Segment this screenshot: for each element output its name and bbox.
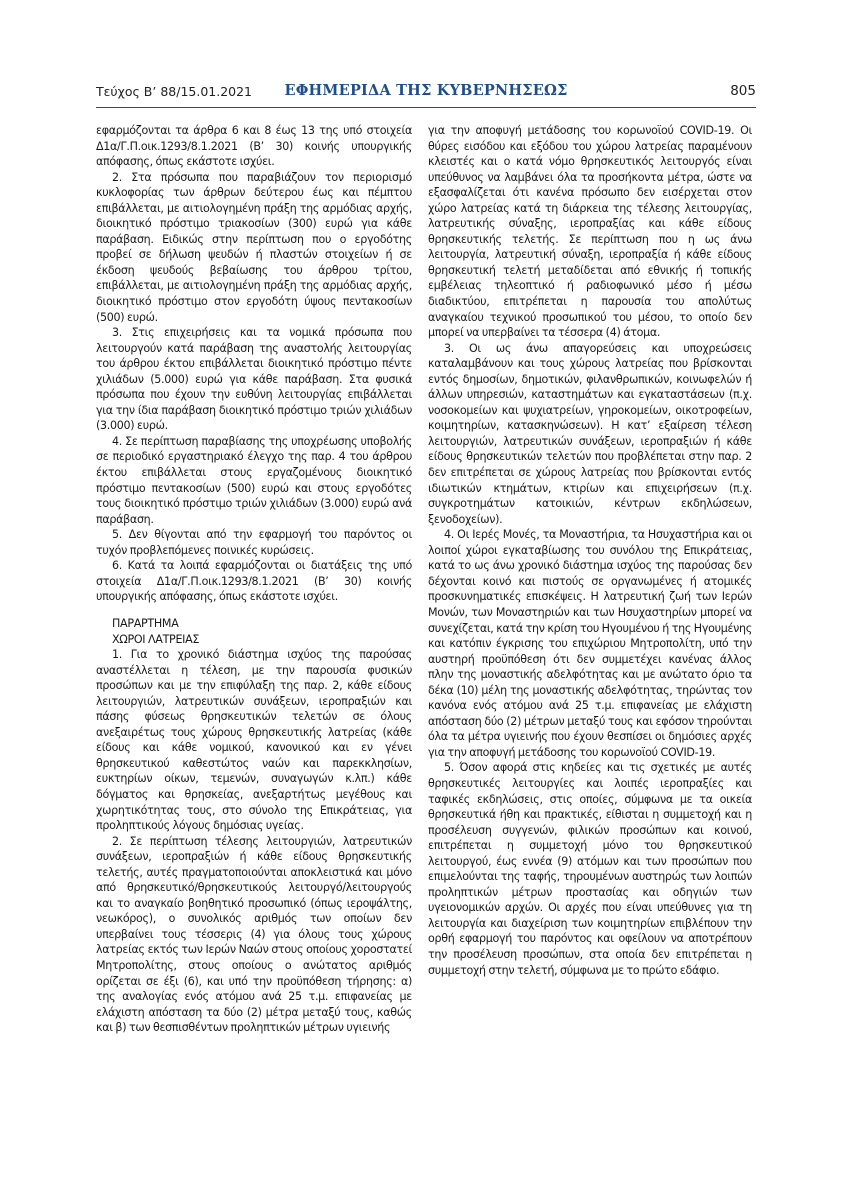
page-number: 805: [730, 83, 756, 99]
paragraph: 2. Σε περίπτωση τέλεσης λειτουργιών, λατρευτικών συνάξεων, ιεροπραξιών ή κάθε είδους θρησκευτικής τελετής, αυτές πραγματοποιούνται αποκλειστικά και μόνο από θρησκευτικό/θρησκευτικούς λειτουργό/λειτουργούς και το αναγκαίο βοηθητικό προσωπικό (όπως ιεροψάλτης, νεωκόρος), ο συνολικός αριθμός των οποίων δεν υπερβαίνει τους τέσσερις (4) για όλους τους χώρους λατρείας εκτός των Ιερών Ναών στους οποίους χοροστατεί Μητροπολίτης, στους οποίους ο ανώτατος αριθμός ορίζεται σε έξι (6), και υπό την προϋπόθεση τήρησης: α) της αναλογίας ενός ατόμου ανά 25 τ.μ. επιφανείας με ελάχιστη απόσταση τα δύο (2) μέτρα μεταξύ τους, καθώς και β) των θεσπισθέντων προληπτικών μέτρων υγιεινής: [96, 834, 412, 1035]
paragraph: 5. Όσον αφορά στις κηδείες και τις σχετικές με αυτές θρησκευτικές λειτουργίες και λοιπές ιεροπραξίες και ταφικές εκδηλώσεις, στις οποίες, σύμφωνα με τα οικεία θρησκευτικά ήθη και πρακτικές, είθισται η συμμετοχή και η προσέλευση συγγενών, φιλικών προσώπων και κοινού, επιτρέπεται η συμμετοχή μόνο του θρησκευτικού λειτουργού, έως εννέα (9) ατόμων και των προσώπων που επιμελούνται της ταφής, τηρουμένων αυστηρώς των λοιπών προληπτικών μέτρων προστασίας και οδηγιών των υγειονομικών αρχών. Οι αρχές που είναι υπεύθυνες για τη λειτουργία και διαχείριση των κοιμητηρίων επιβλέπουν την ορθή εφαρμογή του παρόντος και οφείλουν να αποτρέπουν την προσέλευση προσώπων, στα οποία δεν επιτρέπεται η συμμετοχή στην τελετή, σύμφωνα με το πρώτο εδάφιο.: [428, 761, 752, 977]
paragraph: 3. Στις επιχειρήσεις και τα νομικά πρόσωπα που λειτουργούν κατά παράβαση της αναστολής λειτουργίας του άρθρου έκτου επιβάλλεται διοικητικό πρόστιμο πέντε χιλιάδων (5.000) ευρώ για κάθε παράβαση. Στα φυσικά πρόσωπα που έχουν την ευθύνη λειτουργίας επιβάλλεται για την ίδια παράβαση διοικητικό πρόστιμο τριών χιλιάδων (3.000) ευρώ.: [96, 326, 412, 433]
header-rule: [96, 107, 756, 108]
issue-number: Τεύχος B’ 88/15.01.2021: [96, 84, 253, 99]
paragraph: 3. Οι ως άνω απαγορεύσεις και υποχρεώσεις καταλαμβάνουν και τους χώρους λατρείας που βρίσκονται εντός δημοσίων, δημοτικών, φιλανθρωπικών, κοινωφελών ή άλλων υπηρεσιών, καταστημάτων και εγκαταστάσεων (π.χ. νοσοκομείων και ψυχιατρείων, γηροκομείων, οικοτροφείων, κοιμητηρίων, κατασκηνώσεων). Η κατ’ εξαίρεση τέλεση λειτουργιών, λατρευτικών συνάξεων, ιεροπραξιών ή κάθε είδους θρησκευτικών τελετών που προβλέπεται στην παρ. 2 δεν επιτρέπεται σε χώρους λατρείας που βρίσκονται εντός ιδιωτικών κτημάτων, κτιρίων και επιχειρήσεων (π.χ. συγκροτημάτων κατοικιών, κέντρων εκδηλώσεων, ξενοδοχείων).: [428, 341, 752, 526]
paragraph: 4. Σε περίπτωση παραβίασης της υποχρέωσης υποβολής σε περιοδικό εργαστηριακό έλεγχο της παρ. 4 του άρθρου έκτου επιβάλλεται στους εργαζομένους διοικητικό πρόστιμο πεντακοσίων (500) ευρώ και στους εργοδότες τους διοικητικό πρόστιμο τριών χιλιάδων (3.000) ευρώ ανά παράβαση.: [96, 434, 412, 526]
annex-title: ΧΩΡΟΙ ΛΑΤΡΕΙΑΣ: [112, 632, 200, 646]
paragraph: για την αποφυγή μετάδοσης του κορωνοϊού COVID-19. Οι θύρες εισόδου και εξόδου του χώρου λατρείας παραμένουν κλειστές και ο κατά νόμο θρησκευτικός λειτουργός είναι υπεύθυνος να λαμβάνει όλα τα προσήκοντα μέτρα, ώστε να εξασφαλίζεται ότι κανένα πρόσωπο δεν εισέρχεται στον χώρο λατρείας κατά τη διάρκεια της τέλεσης λειτουργίας, λατρευτικής σύναξης, ιεροπραξίας και κάθε είδους θρησκευτικής τελετής. Σε περίπτωση που η ως άνω λειτουργία, λατρευτική σύναξη, ιεροπραξία ή κάθε είδους θρησκευτική τελετή μεταδίδεται από εθνικής ή τοπικής εμβέλειας τηλεοπτικό ή ραδιοφωνικό μέσο ή μέσω διαδικτύου, επιτρέπεται η παρουσία του απολύτως αναγκαίου τεχνικού προσωπικού του μέσου, το οποίο δεν μπορεί να υπερβαίνει τα τέσσερα (4) άτομα.: [428, 124, 752, 340]
paragraph: 1. Για το χρονικό διάστημα ισχύος της παρούσας αναστέλλεται η τέλεση, με την παρουσία φυσικών προσώπων και με την επιφύλαξη της παρ. 2, κάθε είδους λειτουργιών, λατρευτικών συνάξεων, ιεροπραξιών και πάσης φύσεως θρησκευτικών τελετών σε όλους ανεξαιρέτως τους χώρους θρησκευτικής λατρείας (κάθε είδους και κάθε νομικού, κανονικού και εν γένει θρησκευτικού καθεστώτος ναών και παρεκκλησίων, ευκτηρίων οίκων, τεμενών, συναγωγών κ.λπ.) κάθε δόγματος και θρησκείας, ανεξαρτήτως μεγέθους και χωρητικότητας τους, στο σύνολο της Επικράτειας, για προληπτικούς λόγους δημόσιας υγείας.: [96, 648, 412, 833]
right-column: [428, 123, 752, 978]
left-column: [96, 123, 412, 1036]
paragraph: 5. Δεν θίγονται από την εφαρμογή του παρόντος οι τυχόν προβλεπόμενες ποινικές κυρώσεις.: [96, 528, 412, 557]
paragraph: 6. Κατά τα λοιπά εφαρμόζονται οι διατάξεις της υπό στοιχεία Δ1α/Γ.Π.οικ.1293/8.1.2021 (Β’ 30) κοινής υπουργικής απόφασης, όπως εκάστοτε ισχύει.: [96, 559, 412, 604]
annex-label: ΠΑΡΑΡΤΗΜΑ: [112, 616, 179, 630]
paragraph: εφαρμόζονται τα άρθρα 6 και 8 έως 13 της υπό στοιχεία Δ1α/Γ.Π.οικ.1293/8.1.2021 (Β’ 30) κοινής υπουργικής απόφασης, όπως εκάστοτε ισχύει.: [96, 124, 412, 169]
paragraph: 2. Στα πρόσωπα που παραβιάζουν τον περιορισμό κυκλοφορίας των άρθρων δεύτερου έως και πέμπτου επιβάλλεται, με αιτιολογημένη πράξη της αρμόδιας αρχής, διοικητικό πρόστιμο τριακοσίων (300) ευρώ για κάθε παράβαση. Ειδικώς στην περίπτωση που ο εργοδότης προβεί σε δήλωση ψευδών ή πλαστών στοιχείων ή σε έκδοση ψευδούς βεβαίωσης του άρθρου τρίτου, επιβάλλεται, με αιτιολογημένη πράξη της αρμόδιας αρχής, διοικητικό πρόστιμο στον εργοδότη ύψους πεντακοσίων (500) ευρώ.: [96, 170, 412, 324]
page-header: [96, 80, 756, 106]
gazette-title: ΕΦΗΜΕΡΙΔΑ ΤΗΣ ΚΥΒΕΡΝΗΣΕΩΣ: [284, 82, 568, 99]
paragraph: 4. Οι Ιερές Μονές, τα Μοναστήρια, τα Ησυχαστήρια και οι λοιποί χώροι εγκαταβίωσης του συνόλου της Επικράτειας, κατά το ως άνω χρονικό διάστημα ισχύος της παρούσας δεν δέχονται κοινό και πιστούς σε οργανωμένες ή ατομικές προσκυνηματικές επισκέψεις. Η λατρευτική ζωή των Ιερών Μονών, των Μοναστηριών και των Ησυχαστηρίων μπορεί να συνεχίζεται, κατά την κρίση του Ηγουμένου ή της Ηγουμένης και κατόπιν έγκρισης του επιχώριου Μητροπολίτη, υπό την αυστηρή προϋπόθεση ότι δεν συμμετέχει κανένας άλλος πλην της μοναστικής αδελφότητας και με ανώτατο όριο τα δέκα (10) μέλη της μοναστικής αδελφότητας, τηρώντας τον κανόνα ενός ατόμου ανά 25 τ.μ. επιφανείας με ελάχιστη απόσταση δύο (2) μέτρων μεταξύ τους και εφόσον τηρούνται όλα τα μέτρα υγιεινής που έχουν θεσπίσει οι δημόσιες αρχές για την αποφυγή μετάδοσης του κορωνοϊού COVID-19.: [428, 528, 752, 759]
